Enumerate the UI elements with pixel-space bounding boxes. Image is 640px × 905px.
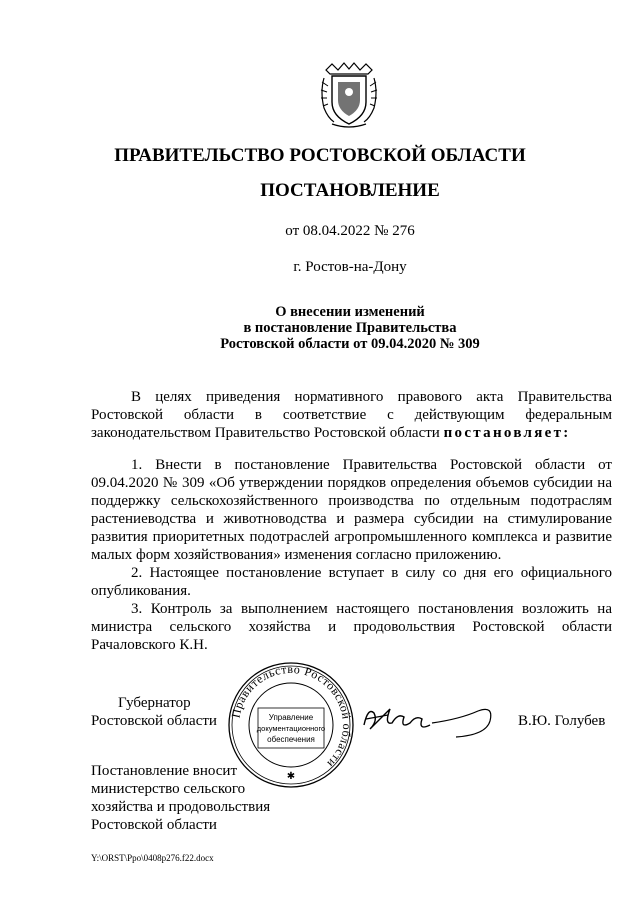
- handwritten-signature: [360, 695, 500, 745]
- seal-inner-line: документационного: [256, 724, 326, 733]
- clause-paragraph: 1. Внести в постановление Правительства Ростовской области от 09.04.2020 № 309 «Об утверждении порядков определения объемов субсидии на поддержку сельскохозяйственного производства по отдельным подотраслям растениеводства и животноводства и размера субсидии на стимулирование развития приоритетных подотраслей агропромышленного комплекса и развитие малых форм хозяйствования» изменения согласно приложению.: [91, 457, 612, 563]
- preamble-text: В целях приведения нормативного правового акта Правительства Ростовской области в соответствие с действующим федеральным законодательством Правительство Ростовской области: [91, 389, 612, 441]
- document-date-number: от 08.04.2022 № 276: [285, 223, 415, 239]
- clause-paragraph: 3. Контроль за выполнением настоящего постановления возложить на министра сельского хозяйства и продовольствия Ростовской области Рачаловского К.Н.: [91, 601, 612, 653]
- government-title: ПРАВИТЕЛЬСТВО РОСТОВСКОЙ ОБЛАСТИ: [114, 145, 526, 166]
- subject-line: в постановление Правительства: [243, 320, 457, 336]
- coat-of-arms-icon: [318, 62, 380, 130]
- submitter-line: хозяйства и продовольствия: [91, 799, 271, 815]
- seal-star-icon: ✱: [286, 771, 296, 782]
- file-path-footer: Y:\ORST\Ppo\0408p276.f22.docx: [91, 853, 214, 863]
- seal-ring-text: Правительство Ростовской области: [228, 661, 355, 771]
- position-line: Ростовской области: [91, 713, 217, 729]
- position-line: Губернатор: [118, 695, 191, 711]
- document-type: ПОСТАНОВЛЕНИЕ: [260, 180, 440, 201]
- signatory-name: В.Ю. Голубев: [518, 713, 606, 729]
- seal-inner-line: обеспечения: [267, 735, 315, 744]
- document-city: г. Ростов-на-Дону: [293, 259, 407, 275]
- resolves-keyword: постановляет:: [443, 425, 571, 441]
- subject-line: Ростовской области от 09.04.2020 № 309: [220, 336, 480, 352]
- clause-paragraph: 2. Настоящее постановление вступает в силу со дня его официального опубликования.: [91, 565, 612, 599]
- seal-inner-line: Управление: [268, 713, 314, 722]
- preamble-paragraph: [91, 388, 612, 442]
- submitter-line: Ростовской области: [91, 817, 217, 833]
- submitter-block: [91, 762, 321, 834]
- document-body: [91, 388, 612, 654]
- submitter-line: министерство сельского: [91, 781, 246, 797]
- submitter-line: Постановление вносит: [91, 763, 238, 779]
- subject-line: О внесении изменений: [275, 304, 425, 320]
- document-subject: [0, 304, 640, 352]
